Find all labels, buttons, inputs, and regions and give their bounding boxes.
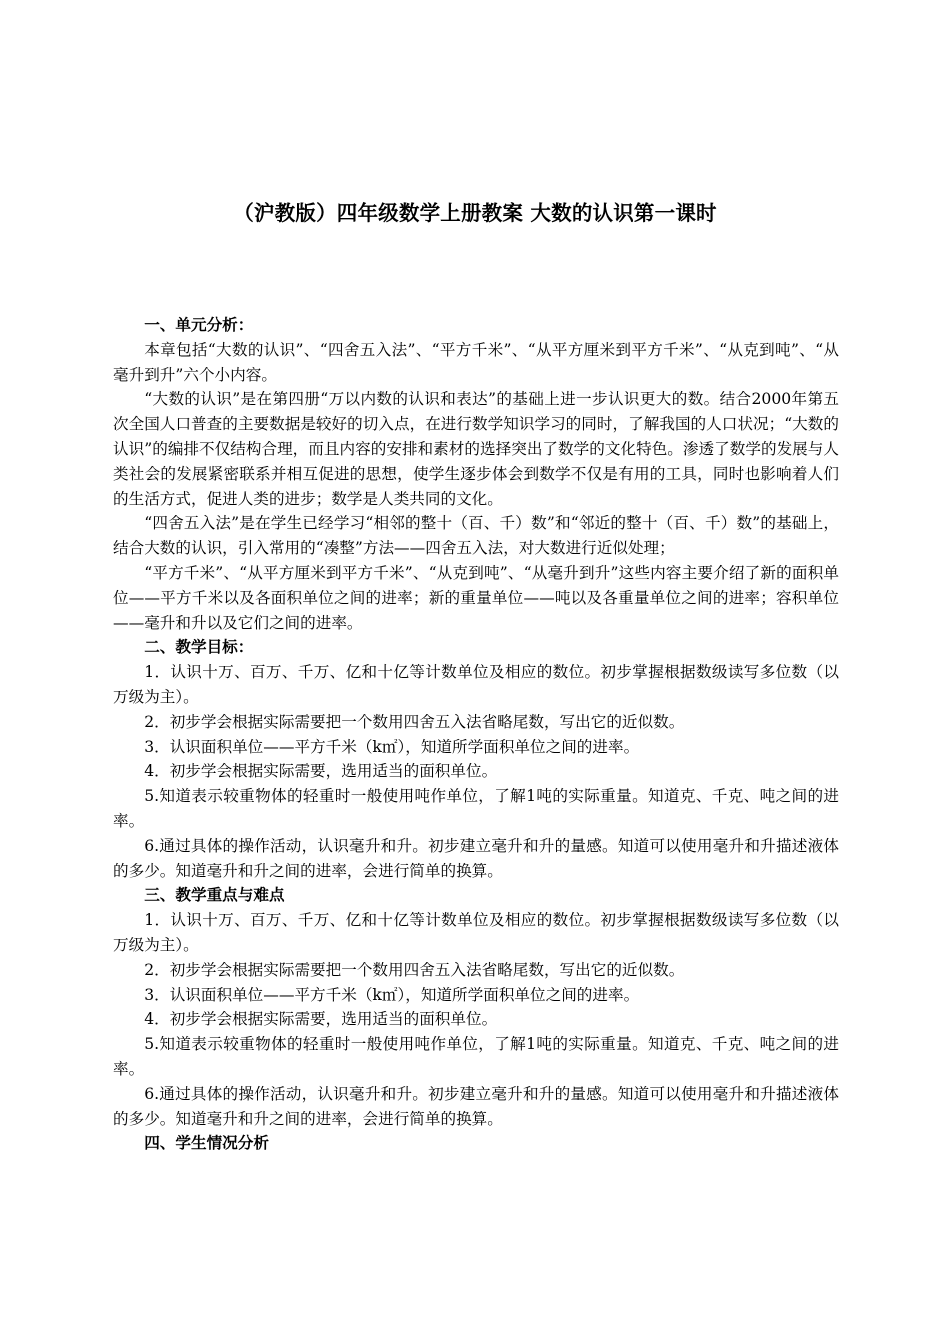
section-heading-key-points: 三、教学重点与难点 — [144, 886, 285, 905]
list-item: 1．认识十万、百万、千万、亿和十亿等计数单位及相应的数位。初步掌握根据数级读写多位数（以万级为主）。 — [113, 911, 839, 954]
section-heading-teaching-goals: 二、教学目标： — [144, 638, 254, 657]
list-item: 2．初步学会根据实际需要把一个数用四舍五入法省略尾数，写出它的近似数。 — [144, 712, 685, 731]
list-item: 6.通过具体的操作活动，认识毫升和升。初步建立毫升和升的量感。知道可以使用毫升和升描述液体的多少。知道毫升和升之间的进率，会进行简单的换算。 — [113, 836, 839, 880]
document-body — [113, 313, 839, 1156]
page-title: （沪教版）四年级数学上册教案 大数的认识第一课时 — [233, 201, 717, 225]
list-item: 2．初步学会根据实际需要把一个数用四舍五入法省略尾数，写出它的近似数。 — [144, 960, 685, 979]
list-item: 5.知道表示较重物体的轻重时一般使用吨作单位，了解1吨的实际重量。知道克、千克、吨之间的进率。 — [113, 787, 839, 830]
list-item: 4．初步学会根据实际需要，选用适当的面积单位。 — [144, 762, 498, 781]
list-item: 3．认识面积单位——平方千米（k㎡），知道所学面积单位之间的进率。 — [144, 737, 640, 756]
list-item: 4．初步学会根据实际需要，选用适当的面积单位。 — [144, 1010, 498, 1029]
section-heading-unit-analysis: 一、单元分析： — [144, 316, 254, 334]
paragraph: “平方千米”、“从平方厘米到平方千米”、“从克到吨”、“从毫升到升”这些内容主要介绍了新的面积单位——平方千米以及各面积单位之间的进率；新的重量单位——吨以及各重量单位之间的进率；容积单位——毫升和升以及它们之间的进率。 — [113, 563, 839, 632]
section-heading-student-analysis: 四、学生情况分析 — [144, 1134, 269, 1153]
list-item: 1．认识十万、百万、千万、亿和十亿等计数单位及相应的数位。初步掌握根据数级读写多位数（以万级为主）。 — [113, 663, 839, 706]
list-item: 6.通过具体的操作活动，认识毫升和升。初步建立毫升和升的量感。知道可以使用毫升和升描述液体的多少。知道毫升和升之间的进率，会进行简单的换算。 — [113, 1084, 839, 1128]
list-item: 3．认识面积单位——平方千米（k㎡），知道所学面积单位之间的进率。 — [144, 985, 640, 1004]
paragraph: “大数的认识”是在第四册“万以内数的认识和表达”的基础上进一步认识更大的数。结合2000年第五次全国人口普查的主要数据是较好的切入点，在进行数学知识学习的同时，了解我国的人口状况；“大数的认识”的编排不仅结构合理，而且内容的安排和素材的选择突出了数学的文化特色。渗透了数学的发展与人类社会的发展紧密联系并相互促进的思想，使学生逐步体会到数学不仅是有用的工具，同时也影响着人们的生活方式，促进人类的进步；数学是人类共同的文化。 — [113, 390, 839, 508]
paragraph: 本章包括“大数的认识”、“四舍五入法”、“平方千米”、“从平方厘米到平方千米”、“从克到吨”、“从毫升到升”六个小内容。 — [113, 340, 839, 384]
list-item: 5.知道表示较重物体的轻重时一般使用吨作单位，了解1吨的实际重量。知道克、千克、吨之间的进率。 — [113, 1035, 839, 1078]
paragraph: “四舍五入法”是在学生已经学习“相邻的整十（百、千）数”和“邻近的整十（百、千）数”的基础上，结合大数的认识，引入常用的“凑整”方法——四舍五入法，对大数进行近似处理； — [113, 514, 839, 558]
